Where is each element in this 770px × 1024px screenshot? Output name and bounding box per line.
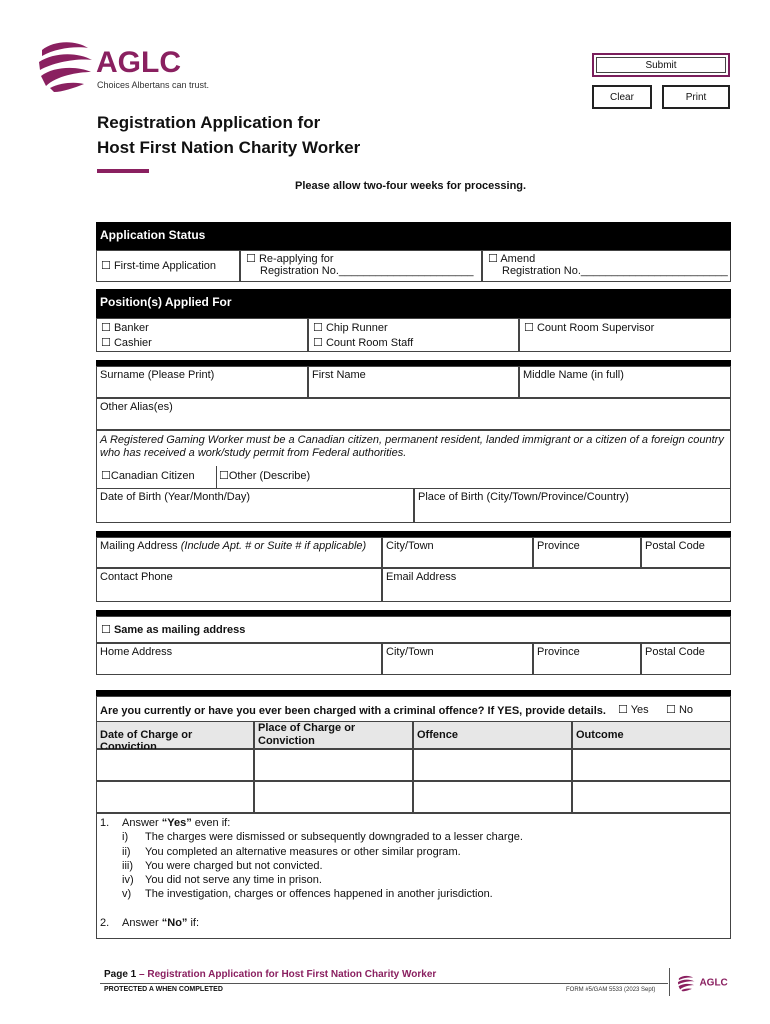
footer-form-number: FORM #5/GAM 5533 (2023 Sept) [566,987,656,993]
positions-header-label: Position(s) Applied For [100,295,232,309]
mailing-postal-field[interactable] [641,537,731,568]
page-title-line1: Registration Application for [97,113,321,132]
same-as-mailing-label: Same as mailing address [113,624,246,636]
processing-notice: Please allow two-four weeks for processing. [295,180,527,192]
col-date-label: Date of Charge or Conviction [100,729,193,753]
same-as-mailing-cell [96,616,731,643]
canadian-checkbox[interactable]: ☐ [101,469,111,482]
same-as-mailing-option[interactable] [101,623,245,636]
positions-col3 [519,318,731,352]
home-address-field[interactable] [96,643,382,675]
other-citizenship-checkbox[interactable]: ☐ [219,469,229,482]
citizenship-cell [96,430,731,488]
row1-place-field[interactable] [254,749,413,781]
amend-label: Amend [500,253,536,265]
positions-col1 [96,318,308,352]
aglc-logo-mark-icon [36,36,94,94]
positions-col2 [308,318,519,352]
banker-option[interactable] [101,321,149,334]
reapply-option[interactable] [246,252,334,265]
row2-place-field[interactable] [254,781,413,813]
count-room-supervisor-checkbox[interactable]: ☐ [524,321,534,334]
col-place-header [254,721,413,749]
instruction-2-number: 2. [100,917,110,929]
middle-name-label: Middle Name (in full) [523,369,624,381]
amend-registration-field[interactable]: Registration No.________________________ [502,265,728,277]
page-title-line2: Host First Nation Charity Worker [97,138,361,157]
count-room-supervisor-option[interactable] [524,321,654,334]
other-citizenship-label: Other (Describe) [228,470,311,482]
instruction-1-number: 1. [100,817,110,829]
application-status-header-label: Application Status [100,228,206,242]
col-place-label: Place of Charge or Conviction [258,722,356,747]
instruction-item-number: ii) [122,846,131,858]
home-province-field[interactable] [533,643,641,675]
footer-logo-mark-icon [677,974,695,992]
mailing-province-label: Province [537,540,580,552]
home-province-label: Province [537,646,580,658]
print-button-label: Print [685,92,707,103]
criminal-no-option[interactable] [666,703,693,716]
dob-field[interactable] [96,488,414,523]
submit-button-label: Submit [645,60,677,71]
pob-field[interactable] [414,488,731,523]
application-status-header [96,222,731,250]
instruction-item-text: The charges were dismissed or subsequently downgraded to a lesser charge. [145,831,523,843]
instruction-answer-word: Answer [122,817,159,829]
first-time-label: First-time Application [113,260,217,272]
amend-cell [482,250,731,282]
footer-brand: AGLC [699,977,728,989]
count-room-supervisor-label: Count Room Supervisor [536,322,655,334]
instruction-2-text [122,917,199,929]
criminal-yes-label: Yes [630,704,649,716]
first-name-label: First Name [312,369,366,381]
instruction-item-number: v) [122,888,132,900]
amend-option[interactable] [488,252,535,265]
row2-offence-field[interactable] [413,781,572,813]
criminal-question-cell [96,696,731,721]
reapply-registration-field[interactable]: Registration No.______________________ [260,265,474,277]
pob-label: Place of Birth (City/Town/Province/Country) [418,491,629,503]
home-address-label: Home Address [100,646,173,658]
aglc-logo [36,36,226,96]
cashier-checkbox[interactable]: ☐ [101,336,111,349]
other-citizenship-option[interactable] [219,469,310,482]
mailing-city-label: City/Town [386,540,434,552]
instruction-item-text: The investigation, charges or offences happened in another jurisdiction. [145,888,493,900]
mailing-address-field[interactable] [96,537,382,568]
chip-runner-label: Chip Runner [325,322,388,334]
col-outcome-label: Outcome [576,729,624,741]
first-time-checkbox[interactable]: ☐ [101,259,111,272]
canadian-label: Canadian Citizen [110,470,195,482]
instruction-item-number: iv) [122,874,134,886]
positions-header [96,289,731,318]
criminal-no-label: No [678,704,693,716]
instruction-yes-word: “Yes” [161,817,192,829]
other-alias-field[interactable] [96,398,731,430]
surname-field[interactable] [96,366,308,398]
row2-date-field[interactable] [96,781,254,813]
home-postal-label: Postal Code [645,646,705,658]
instruction-even-if: even if: [194,817,231,829]
banker-checkbox[interactable]: ☐ [101,321,111,334]
count-room-staff-checkbox[interactable]: ☐ [313,336,323,349]
chip-runner-checkbox[interactable]: ☐ [313,321,323,334]
banker-label: Banker [113,322,149,334]
col-offence-label: Offence [417,729,458,741]
clear-button[interactable] [592,85,652,109]
row2-outcome-field[interactable] [572,781,731,813]
chip-runner-option[interactable] [313,321,388,334]
col-outcome-header [572,721,731,749]
email-field[interactable] [382,568,731,602]
print-button[interactable] [662,85,730,109]
criminal-yes-checkbox[interactable]: ☐ [618,703,628,716]
instruction-if: if: [190,917,200,929]
footer-title-line [104,969,436,980]
reapply-cell [240,250,482,282]
brand-name: AGLC [96,46,181,79]
amend-checkbox[interactable]: ☐ [488,252,498,265]
criminal-question: Are you currently or have you ever been charged with a criminal offence? If YES, provide details. [100,705,606,717]
footer-protected: PROTECTED A WHEN COMPLETED [104,986,223,993]
surname-label: Surname (Please Print) [100,369,215,381]
reapply-label: Re-applying for [258,253,334,265]
instruction-item-text: You did not serve any time in prison. [145,874,322,886]
footer-dash: – [136,969,148,980]
contact-phone-label: Contact Phone [100,571,173,583]
instruction-no-word: “No” [161,917,188,929]
instruction-item-text: You completed an alternative measures or other similar program. [145,846,461,858]
col-date-header [96,721,254,753]
instruction-1-text [122,817,230,829]
instruction-item-number: iii) [122,860,133,872]
same-as-mailing-checkbox[interactable]: ☐ [101,623,111,636]
reapply-checkbox[interactable]: ☐ [246,252,256,265]
cashier-label: Cashier [113,337,152,349]
instruction-item-text: You were charged but not convicted. [145,860,323,872]
criminal-no-checkbox[interactable]: ☐ [666,703,676,716]
criminal-yes-option[interactable] [618,703,649,716]
email-label: Email Address [386,571,457,583]
count-room-staff-option[interactable] [313,336,413,349]
brand-tagline: Choices Albertans can trust. [97,80,210,90]
row1-date-field[interactable] [96,749,254,781]
first-time-cell [96,250,240,282]
first-time-option[interactable] [101,259,216,272]
mailing-address-hint: (Include Apt. # or Suite # if applicable) [180,540,367,552]
cashier-option[interactable] [101,336,152,349]
footer-doc-title: Registration Application for Host First Nation Charity Worker [147,969,437,980]
mailing-postal-label: Postal Code [645,540,705,552]
instruction-answer-word-2: Answer [122,917,159,929]
mailing-province-field[interactable] [533,537,641,568]
mailing-address-label: Mailing Address [100,540,178,552]
submit-button[interactable] [592,53,730,77]
dob-label: Date of Birth (Year/Month/Day) [100,491,250,503]
mailing-city-field[interactable] [382,537,533,568]
canadian-option[interactable] [101,469,195,482]
footer-rule [100,983,668,984]
title-underline [97,169,149,173]
citizenship-divider [216,466,217,488]
citizenship-note: A Registered Gaming Worker must be a Canadian citizen, permanent resident, landed immigrant or a citizen of a foreign country who has received a work/study permit from Federal authorities. [100,434,724,459]
row1-outcome-field[interactable] [572,749,731,781]
home-city-field[interactable] [382,643,533,675]
footer-logo [677,974,728,992]
clear-button-label: Clear [610,92,634,103]
home-postal-field[interactable] [641,643,731,675]
instruction-item-number: i) [122,831,129,843]
contact-phone-field[interactable] [96,568,382,602]
row1-offence-field[interactable] [413,749,572,781]
other-alias-label: Other Alias(es) [100,401,173,413]
footer-divider [669,968,670,996]
middle-name-field[interactable] [519,366,731,398]
footer-page-number: Page 1 [104,969,137,980]
col-offence-header [413,721,572,749]
first-name-field[interactable] [308,366,519,398]
count-room-staff-label: Count Room Staff [325,337,414,349]
home-city-label: City/Town [386,646,434,658]
